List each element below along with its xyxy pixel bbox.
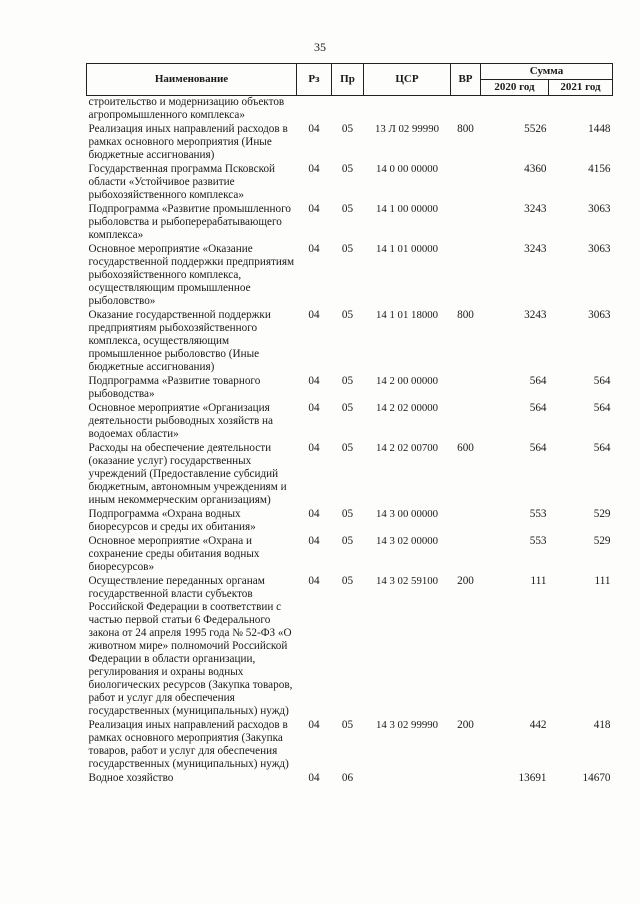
row-csr xyxy=(364,96,451,124)
header-pr: Пр xyxy=(332,64,364,96)
row-name: Оказание государственной поддержки предприятиям рыбохозяйственного комплекса, осуществляющим промышленное рыболовство (Иные бюджетные ассигнования) xyxy=(88,309,271,373)
row-rz: 04 xyxy=(308,375,320,387)
row-rz: 04 xyxy=(308,243,320,255)
table-row xyxy=(87,575,613,719)
row-sum-2020: 564 xyxy=(529,442,547,454)
row-vr: 600 xyxy=(457,442,474,454)
row-pr: 05 xyxy=(341,402,354,414)
row-name: Реализация иных направлений расходов в рамках основного мероприятия (Иные бюджетные ассигнования) xyxy=(88,123,288,161)
row-csr: 14 1 01 00000 xyxy=(375,243,439,255)
row-rz: 04 xyxy=(308,123,320,135)
row-sum-2021: 14670 xyxy=(582,772,611,784)
row-name: Государственная программа Псковской области «Устойчивое развитие рыбохозяйственного комплекса» xyxy=(88,163,276,201)
row-csr: 14 2 02 00000 xyxy=(375,402,439,414)
row-sum-2021: 564 xyxy=(593,442,611,454)
row-rz: 04 xyxy=(308,719,320,731)
row-name: строительство и модернизацию объектов агропромышленного комплекса» xyxy=(88,96,285,121)
row-csr: 14 3 02 99990 xyxy=(375,719,439,731)
row-sum-2021: 4156 xyxy=(588,163,611,175)
row-sum-2020: 553 xyxy=(529,535,547,547)
row-csr: 14 3 00 00000 xyxy=(375,508,439,520)
table-row xyxy=(87,309,613,375)
row-sum-2020: 564 xyxy=(529,402,547,414)
row-sum-2020: 3243 xyxy=(524,309,547,321)
row-rz: 04 xyxy=(308,575,320,587)
row-sum-2021: 1448 xyxy=(588,123,611,135)
row-name: Подпрограмма «Развитие промышленного рыболовства и рыбоперерабатывающего комплекса» xyxy=(88,203,292,241)
row-sum-2021: 3063 xyxy=(588,203,611,215)
row-sum-2021: 3063 xyxy=(588,243,611,255)
row-rz: 04 xyxy=(308,402,320,414)
row-vr xyxy=(451,402,481,442)
row-vr: 800 xyxy=(457,123,474,135)
row-sum-2020: 13691 xyxy=(518,772,547,784)
row-pr: 05 xyxy=(341,535,354,547)
row-vr xyxy=(451,375,481,402)
header-2021: 2021 год xyxy=(549,80,613,96)
row-pr: 06 xyxy=(341,772,354,784)
row-rz: 04 xyxy=(308,772,320,784)
header-sum: Сумма xyxy=(481,64,613,80)
header-rz: Рз xyxy=(297,64,332,96)
row-pr: 05 xyxy=(341,442,354,454)
table-row xyxy=(87,719,613,772)
row-name: Подпрограмма «Развитие товарного рыбоводства» xyxy=(88,375,261,400)
row-rz xyxy=(297,96,332,124)
row-csr: 14 1 01 18000 xyxy=(375,309,439,321)
row-vr xyxy=(451,203,481,243)
header-vr: ВР xyxy=(451,64,481,96)
row-rz: 04 xyxy=(308,442,320,454)
row-rz: 04 xyxy=(308,508,320,520)
row-vr: 800 xyxy=(457,309,474,321)
row-sum-2021: 529 xyxy=(593,508,611,520)
row-sum-2021 xyxy=(549,96,613,124)
header-csr: ЦСР xyxy=(364,64,451,96)
row-pr: 05 xyxy=(341,309,354,321)
row-vr: 200 xyxy=(457,719,474,731)
row-vr xyxy=(451,163,481,203)
row-pr: 05 xyxy=(341,575,354,587)
row-name: Подпрограмма «Охрана водных биоресурсов и среды их обитания» xyxy=(88,508,256,533)
row-pr: 05 xyxy=(341,719,354,731)
row-sum-2021: 418 xyxy=(593,719,611,731)
row-csr: 14 0 00 00000 xyxy=(375,163,439,175)
row-vr xyxy=(451,243,481,309)
row-rz: 04 xyxy=(308,309,320,321)
budget-table xyxy=(86,63,613,786)
row-sum-2020: 553 xyxy=(529,508,547,520)
row-csr xyxy=(364,772,451,786)
row-vr xyxy=(451,535,481,575)
row-pr: 05 xyxy=(341,243,354,255)
row-pr: 05 xyxy=(341,163,354,175)
table-row xyxy=(87,535,613,575)
row-sum-2020: 3243 xyxy=(524,243,547,255)
table-row xyxy=(87,508,613,535)
table-row xyxy=(87,163,613,203)
table-header xyxy=(87,64,613,96)
table-row xyxy=(87,442,613,508)
header-2020: 2020 год xyxy=(481,80,549,96)
row-sum-2020: 442 xyxy=(529,719,547,731)
table-row xyxy=(87,402,613,442)
table-row xyxy=(87,96,613,124)
row-pr: 05 xyxy=(341,508,354,520)
table-body xyxy=(87,96,613,787)
row-sum-2021: 564 xyxy=(593,375,611,387)
row-sum-2020: 111 xyxy=(530,575,547,587)
table-row xyxy=(87,123,613,163)
row-name: Основное мероприятие «Организация деятельности рыбоводных хозяйств на водоемах области» xyxy=(88,402,274,440)
row-vr: 200 xyxy=(457,575,474,587)
row-csr: 14 2 02 00700 xyxy=(375,442,439,454)
row-sum-2021: 111 xyxy=(594,575,611,587)
row-sum-2021: 529 xyxy=(593,535,611,547)
row-csr: 14 2 00 00000 xyxy=(375,375,439,387)
row-name: Расходы на обеспечение деятельности (оказание услуг) государственных учреждений (Предоставление субсидий бюджетным, автономным учреждениям и иным некоммерческим организациям) xyxy=(88,442,287,506)
table-row xyxy=(87,375,613,402)
row-csr: 14 3 02 59100 xyxy=(375,575,439,587)
row-csr: 13 Л 02 99990 xyxy=(374,123,439,135)
row-pr: 05 xyxy=(341,203,354,215)
row-vr xyxy=(451,508,481,535)
row-vr xyxy=(451,96,481,124)
row-csr: 14 3 02 00000 xyxy=(375,535,439,547)
row-sum-2020: 5526 xyxy=(524,123,547,135)
row-name: Реализация иных направлений расходов в рамках основного мероприятия (Закупка товаров, работ и услуг для обеспечения государственных (муниципальных) нужд) xyxy=(88,719,289,770)
row-rz: 04 xyxy=(308,163,320,175)
row-name: Осуществление переданных органам государственной власти субъектов Российской Федерации в соответствии с частью первой статьи 6 Федерального закона от 24 апреля 1995 года № 52-ФЗ «О животном мире» полномочий Российской Федерации в области организации, регулирования и охраны водных биологических ресурсов (Закупка товаров, работ и услуг для обеспечения государственных (муниципальных) нужд) xyxy=(88,575,293,717)
row-sum-2020: 4360 xyxy=(524,163,547,175)
table-row xyxy=(87,243,613,309)
page-number: 35 xyxy=(314,40,326,54)
row-rz: 04 xyxy=(308,535,320,547)
row-rz: 04 xyxy=(308,203,320,215)
row-pr: 05 xyxy=(341,123,354,135)
row-pr xyxy=(332,96,364,124)
row-vr xyxy=(451,772,481,786)
table-row xyxy=(87,203,613,243)
row-name: Основное мероприятие «Охрана и сохранение среды обитания водных биоресурсов» xyxy=(88,535,260,573)
row-csr: 14 1 00 00000 xyxy=(375,203,439,215)
row-sum-2021: 3063 xyxy=(588,309,611,321)
row-name: Основное мероприятие «Оказание государственной поддержки предприятиям рыбохозяйственного комплекса, осуществляющим промышленное рыболовство» xyxy=(88,243,295,307)
table-row xyxy=(87,772,613,786)
row-sum-2021: 564 xyxy=(593,402,611,414)
header-name: Наименование xyxy=(87,64,297,96)
row-name: Водное хозяйство xyxy=(88,772,174,784)
row-sum-2020 xyxy=(481,96,549,124)
row-sum-2020: 564 xyxy=(529,375,547,387)
row-pr: 05 xyxy=(341,375,354,387)
row-sum-2020: 3243 xyxy=(524,203,547,215)
